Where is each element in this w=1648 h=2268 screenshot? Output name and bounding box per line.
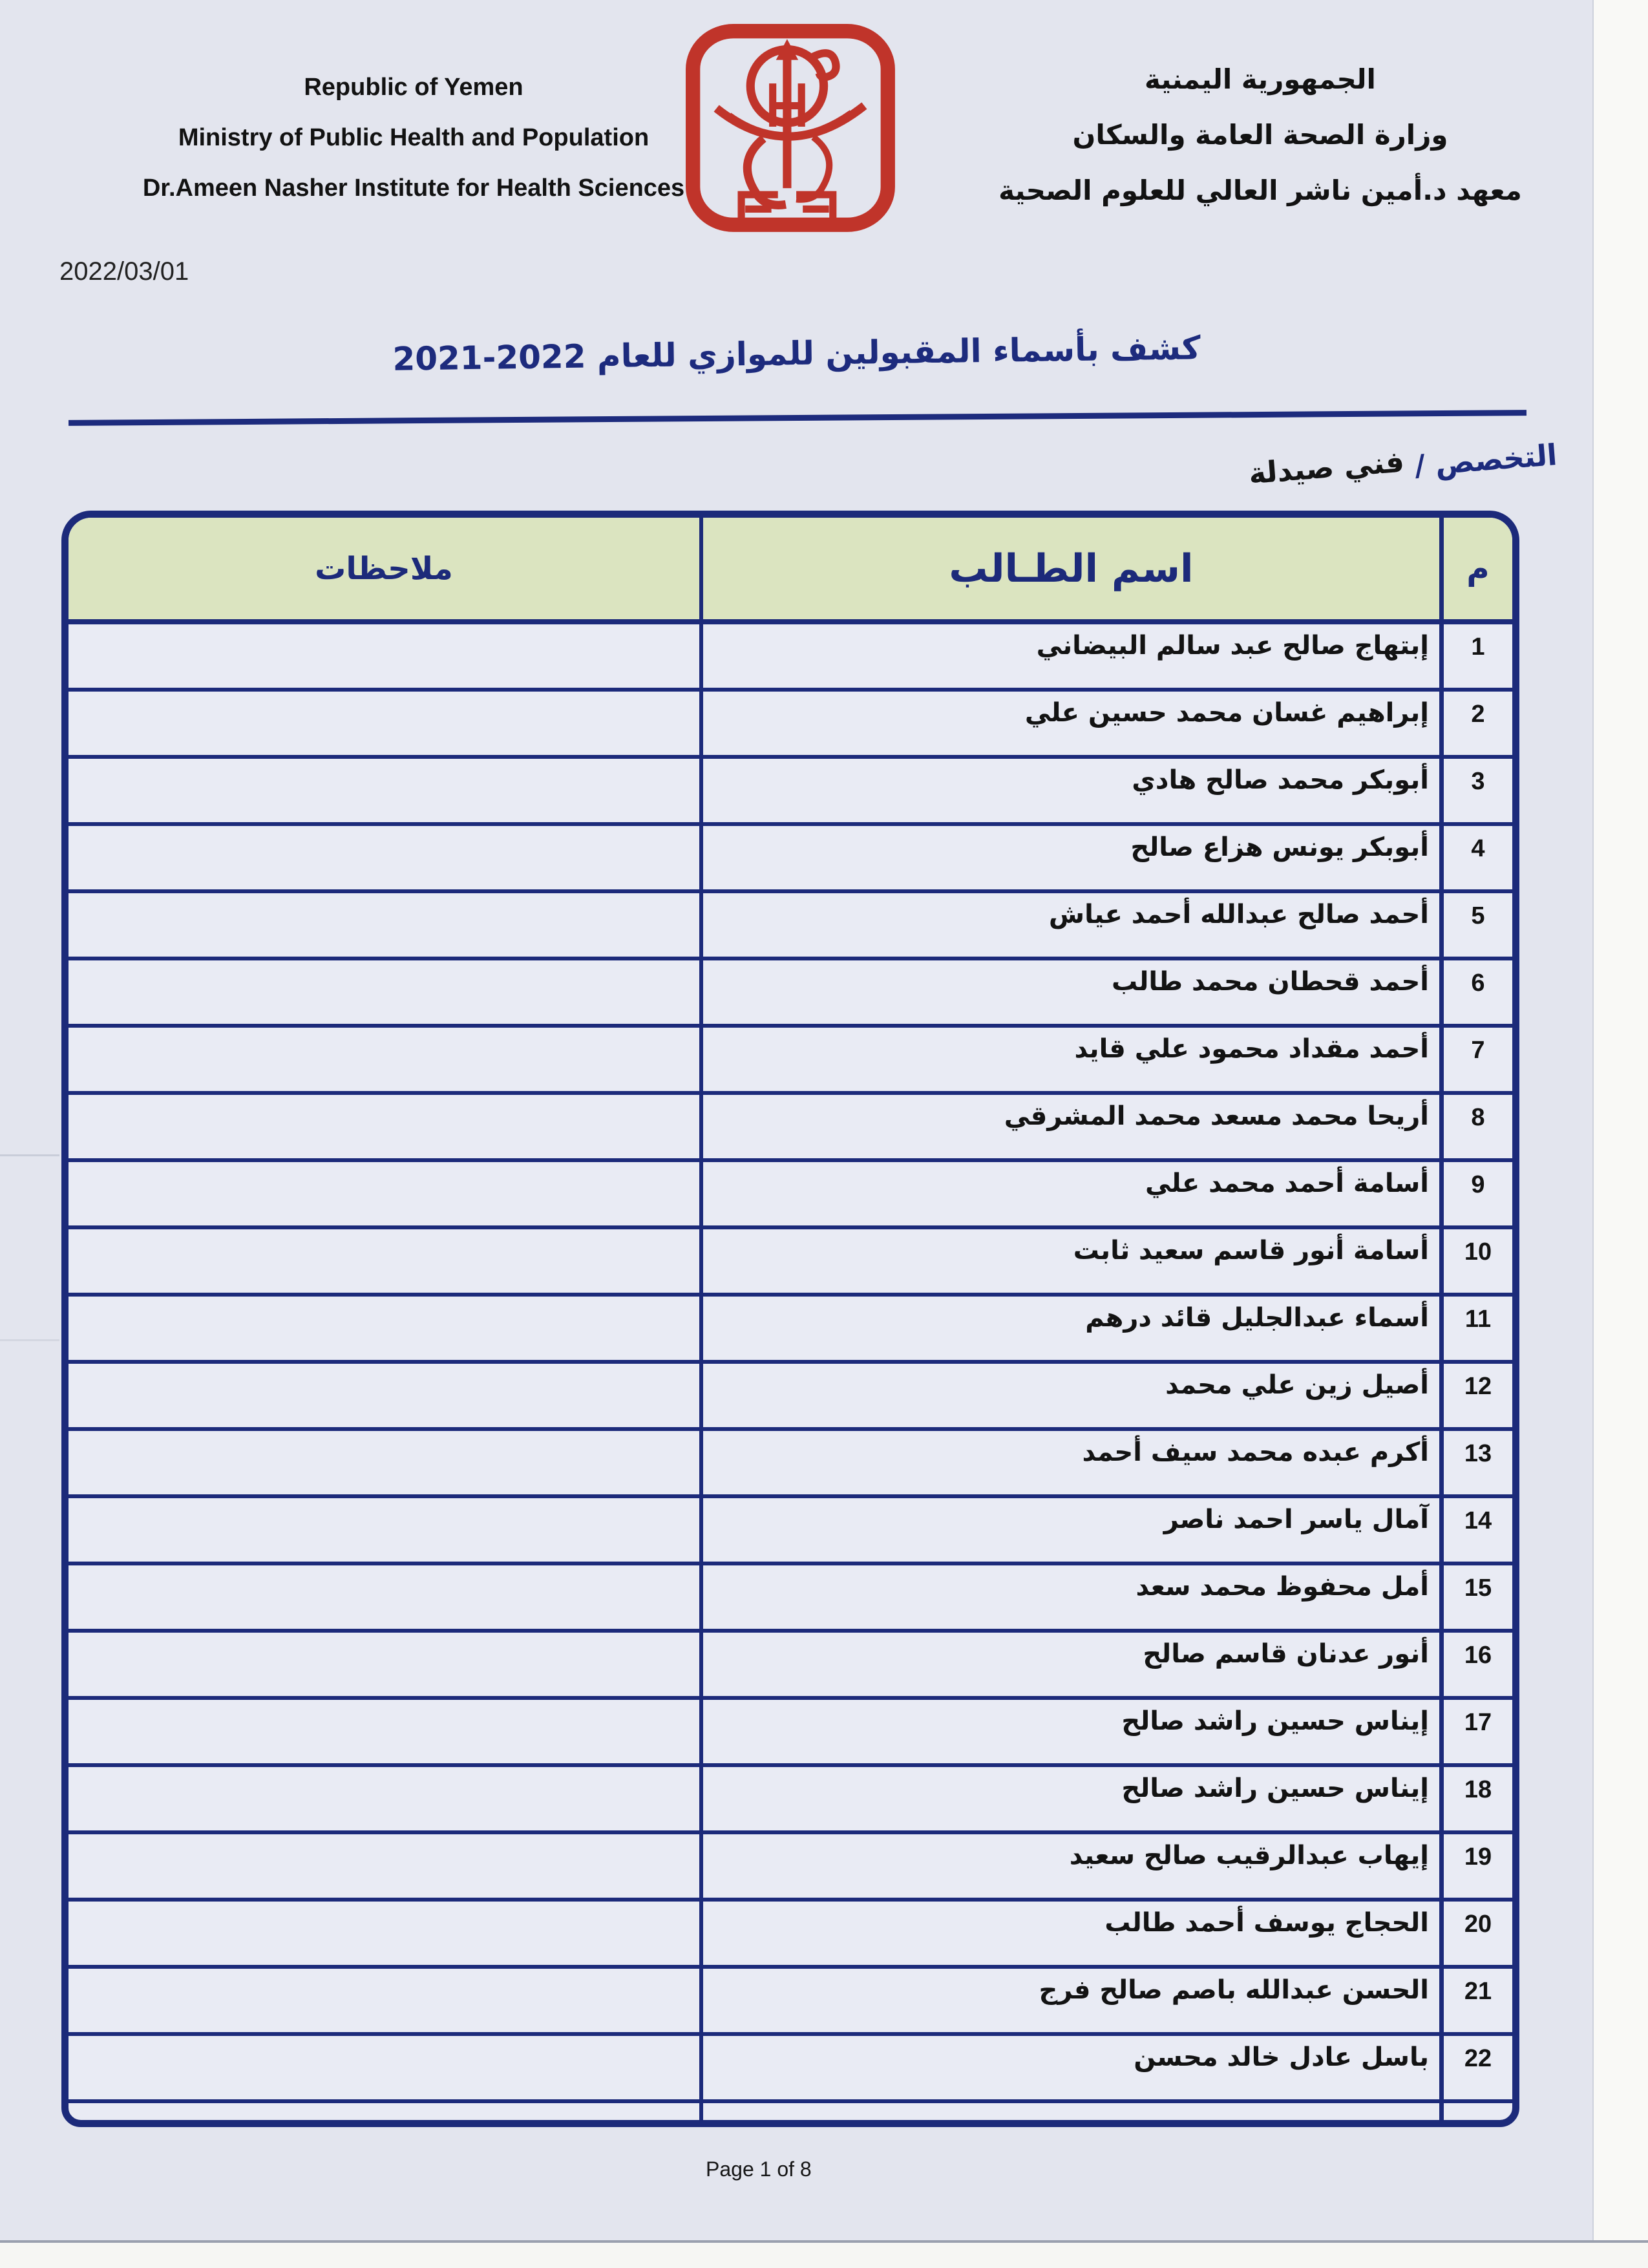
row-number-cell: 18 [1464,1776,1492,1803]
student-name-cell: الحجاج يوسف أحمد طالب [699,1902,1444,1965]
table-row [69,1834,1512,1902]
table-row [69,1095,1512,1162]
notes-cell [69,960,699,1024]
student-name-cell: أحمد صالح عبدالله أحمد عياش [699,893,1444,957]
student-name-cell: أسماء عبدالجليل قائد درهم [699,1297,1444,1360]
table-row [69,1498,1512,1565]
student-name-cell: إبتهاج صالح عبد سالم البيضاني [699,624,1444,688]
header-arabic-line-3: معهد د.أمين ناشر العالي للعلوم الصحية [998,175,1522,206]
table-row [69,1364,1512,1431]
row-number-cell: 7 [1471,1037,1485,1064]
header-english-block [87,62,740,213]
table-row [69,1767,1512,1834]
scan-fold-line [0,1154,59,1156]
row-number-cell: 13 [1464,1440,1492,1467]
row-number-cell: 4 [1471,835,1485,862]
notes-cell [69,1767,699,1830]
table-row [69,759,1512,826]
table-empty-tail-row [69,2103,1512,2120]
student-name-cell: أبوبكر يونس هزاع صالح [699,826,1444,889]
student-name-cell: أبوبكر محمد صالح هادي [699,759,1444,822]
notes-cell [69,1700,699,1763]
table-header-row [69,518,1512,624]
row-number-cell: 17 [1464,1709,1492,1736]
student-name-cell: أسامة أنور قاسم سعيد ثابت [699,1229,1444,1293]
row-number-cell: 8 [1471,1104,1485,1131]
student-name-cell: إيناس حسين راشد صالح [699,1767,1444,1830]
ministry-emblem-logo [684,23,900,234]
notes-cell [69,1162,699,1225]
table-row [69,692,1512,759]
scan-paper-bottom-edge [0,2240,1648,2268]
student-name-cell: أريحا محمد مسعد محمد المشرقي [699,1095,1444,1158]
student-name-cell: إيناس حسين راشد صالح [699,1700,1444,1763]
row-number-cell: 12 [1464,1373,1492,1400]
table-row [69,1431,1512,1498]
specialization-label: التخصص / [1403,437,1559,484]
row-number-cell: 19 [1464,1843,1492,1871]
page-number: Page 1 of 8 [706,2157,812,2181]
header-english-line-2: Ministry of Public Health and Population [178,124,650,151]
students-table [61,511,1519,2127]
notes-cell [69,893,699,957]
student-name-cell: إيهاب عبدالرقيب صالح سعيد [699,1834,1444,1898]
student-name-cell [699,2103,1444,2120]
notes-cell [69,1498,699,1562]
row-number-cell: 22 [1464,2045,1492,2072]
notes-cell [69,1633,699,1696]
row-number-cell: 15 [1464,1574,1492,1602]
specialization-value: فني صيدلة [1247,444,1406,491]
column-header-student-name: اسم الطـالب [699,518,1444,619]
notes-cell [69,1364,699,1427]
column-header-notes: ملاحظات [315,550,453,587]
column-header-number: م [1466,550,1490,587]
student-name-cell: أنور عدنان قاسم صالح [699,1633,1444,1696]
table-row [69,1700,1512,1767]
notes-cell [69,692,699,755]
table-row [69,826,1512,893]
notes-cell [69,624,699,688]
student-name-cell: أمل محفوظ محمد سعد [699,1565,1444,1629]
student-name-cell: أصيل زين علي محمد [699,1364,1444,1427]
notes-cell [69,1095,699,1158]
row-number-cell: 6 [1471,970,1485,997]
row-number-cell: 20 [1464,1911,1492,1938]
notes-cell [69,2036,699,2099]
header-arabic-line-2: وزارة الصحة العامة والسكان [1072,119,1448,151]
notes-cell [69,1902,699,1965]
student-name-cell: أحمد مقداد محمود علي قايد [699,1028,1444,1091]
row-number-cell: 9 [1471,1171,1485,1198]
table-body [69,624,1512,2103]
header-english-line-3: Dr.Ameen Nasher Institute for Health Sciences [142,175,685,202]
table-row [69,2036,1512,2103]
document-title: كشف بأسماء المقبولين للموازي للعام 2022-2021 [392,329,1201,378]
table-row [69,1565,1512,1633]
header-arabic-line-1: الجمهورية اليمنية [1145,63,1376,95]
row-number-cell: 3 [1471,768,1485,795]
notes-cell [69,1565,699,1629]
row-number-cell: 16 [1464,1642,1492,1669]
table-row [69,1297,1512,1364]
scan-fold-line [0,1339,59,1341]
notes-cell [69,759,699,822]
scan-paper-right-edge [1592,0,1648,2268]
table-row [69,1229,1512,1297]
notes-cell [69,1431,699,1494]
student-name-cell: الحسن عبدالله باصم صالح فرج [699,1969,1444,2032]
row-number-cell: 2 [1471,701,1485,728]
row-number-cell: 5 [1471,902,1485,929]
row-number-cell: 21 [1464,1978,1492,2005]
student-name-cell: أسامة أحمد محمد علي [699,1162,1444,1225]
row-number-cell: 14 [1464,1507,1492,1534]
title-divider-rule [69,410,1527,426]
table-row [69,1633,1512,1700]
header-arabic-block [963,52,1558,218]
specialization-line [1176,438,1558,502]
table-row [69,960,1512,1028]
student-name-cell: آمال ياسر احمد ناصر [699,1498,1444,1562]
notes-cell [69,1229,699,1293]
notes-cell [69,1028,699,1091]
notes-cell [69,826,699,889]
table-row [69,1902,1512,1969]
row-number-cell: 11 [1464,1306,1492,1333]
student-name-cell: أحمد قحطان محمد طالب [699,960,1444,1024]
row-number-cell [1444,2103,1512,2120]
table-row [69,624,1512,692]
student-name-cell: باسل عادل خالد محسن [699,2036,1444,2099]
student-name-cell: أكرم عبده محمد سيف أحمد [699,1431,1444,1494]
notes-cell [69,2103,699,2120]
table-row [69,1969,1512,2036]
row-number-cell: 10 [1464,1238,1492,1266]
notes-cell [69,1834,699,1898]
notes-cell [69,1969,699,2032]
table-row [69,1162,1512,1229]
table-row [69,893,1512,960]
table-row [69,1028,1512,1095]
notes-cell [69,1297,699,1360]
student-name-cell: إبراهيم غسان محمد حسين علي [699,692,1444,755]
row-number-cell: 1 [1471,633,1485,661]
header-english-line-1: Republic of Yemen [304,74,523,101]
document-date: 2022/03/01 [59,257,189,286]
